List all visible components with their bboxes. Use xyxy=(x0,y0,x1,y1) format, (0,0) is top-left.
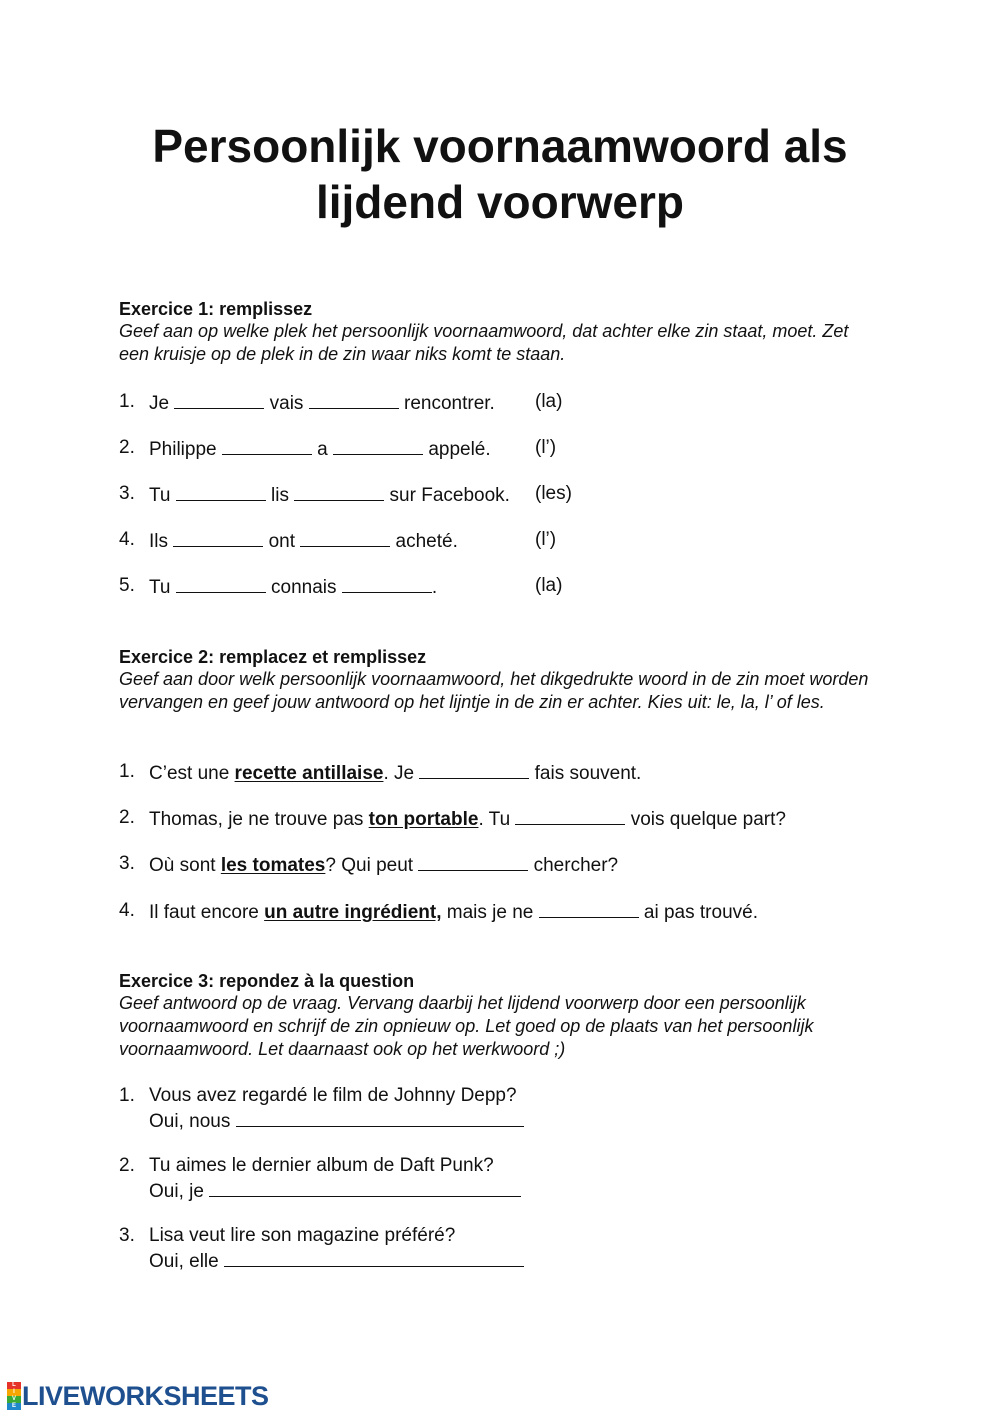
item-number: 2. xyxy=(119,1155,135,1176)
item-word: connais xyxy=(271,577,337,598)
item-number: 4. xyxy=(119,900,135,921)
answer-line[interactable] xyxy=(224,1248,524,1267)
logo-mark-letter: I xyxy=(7,1389,21,1396)
item-number: 1. xyxy=(119,1085,135,1106)
answer-blank[interactable] xyxy=(294,482,384,501)
exercise-2-section xyxy=(119,646,879,714)
item-text: C’est une xyxy=(149,763,235,784)
answer-start: Oui, je xyxy=(149,1181,204,1202)
pronoun-hint: (la) xyxy=(535,575,563,596)
pronoun-hint: (l’) xyxy=(535,529,557,550)
exercise-1-heading: Exercice 1: remplissez xyxy=(119,299,313,319)
answer-blank[interactable] xyxy=(173,528,263,547)
bold-object: un autre ingrédient, xyxy=(264,902,442,923)
answer-line[interactable] xyxy=(236,1108,524,1127)
liveworksheets-logo[interactable] xyxy=(7,1381,269,1411)
answer-start: Oui, elle xyxy=(149,1251,219,1272)
page-title xyxy=(0,118,1000,230)
answer-blank[interactable] xyxy=(176,574,266,593)
answer-blank[interactable] xyxy=(333,436,423,455)
bold-object: ton portable xyxy=(368,809,479,830)
item-number: 1. xyxy=(119,391,135,412)
item-text: vois quelque part? xyxy=(630,809,786,830)
item-word: Ils xyxy=(149,531,168,552)
item-word: a xyxy=(317,439,328,460)
exercise-1-section xyxy=(119,298,879,366)
answer-blank[interactable] xyxy=(176,482,266,501)
item-text: fais souvent. xyxy=(534,763,642,784)
item-text: ai pas trouvé. xyxy=(643,902,758,923)
answer-blank[interactable] xyxy=(174,390,264,409)
question-text: Tu aimes le dernier album de Daft Punk? xyxy=(149,1155,494,1176)
item-word: ont xyxy=(268,531,295,552)
item-word: . xyxy=(431,577,438,598)
item-word: vais xyxy=(269,393,304,414)
item-text: Il faut encore xyxy=(149,902,265,923)
item-text: Thomas, je ne trouve pas xyxy=(149,809,369,830)
item-word: sur Facebook. xyxy=(389,485,510,506)
answer-blank[interactable] xyxy=(419,760,529,779)
item-word: Je xyxy=(149,393,170,414)
exercise-2-instructions: Geef aan door welk persoonlijk voornaamwoord, het dikgedrukte woord in de zin moet worden vervangen en geef jouw antwoord op het lijntje in de zin er achter. Kies uit: le, la, l’ of les. xyxy=(119,669,869,712)
exercise-1-list xyxy=(119,390,879,610)
item-word: lis xyxy=(271,485,289,506)
question-text: Lisa veut lire son magazine préféré? xyxy=(149,1225,456,1246)
item-word: rencontrer. xyxy=(404,393,495,414)
answer-blank[interactable] xyxy=(539,899,639,918)
answer-blank[interactable] xyxy=(515,806,625,825)
answer-blank[interactable] xyxy=(418,852,528,871)
item-number: 3. xyxy=(119,1225,135,1246)
item-text: ? Qui peut xyxy=(325,855,414,876)
exercise-2-heading: Exercice 2: remplacez et remplissez xyxy=(119,647,427,667)
title-line-2: lijdend voorwerp xyxy=(315,176,685,228)
exercise-3-heading: Exercice 3: repondez à la question xyxy=(119,971,415,991)
logo-mark-icon xyxy=(7,1382,21,1410)
exercise-3-list xyxy=(119,1084,879,1284)
title-line-1: Persoonlijk voornaamwoord als xyxy=(152,120,848,172)
item-word: appelé. xyxy=(428,439,491,460)
item-text: . Je xyxy=(383,763,415,784)
item-word: Tu xyxy=(149,577,171,598)
item-number: 2. xyxy=(119,437,135,458)
item-number: 1. xyxy=(119,761,135,782)
bold-object: les tomates xyxy=(220,855,326,876)
exercise-2-list xyxy=(119,760,879,930)
answer-blank[interactable] xyxy=(222,436,312,455)
item-text: mais je ne xyxy=(441,902,534,923)
logo-mark-letter: V xyxy=(7,1396,21,1403)
logo-text: LIVEWORKSHEETS xyxy=(22,1380,269,1411)
logo-mark-letter: L xyxy=(7,1382,21,1389)
item-word: Tu xyxy=(149,485,171,506)
exercise-3-instructions: Geef antwoord op de vraag. Vervang daarbij het lijdend voorwerp door een persoonlijk voornaamwoord en schrijf de zin opnieuw op. Let goed op de plaats van het persoonlijk voornaamwoord. Let daarnaast ook op het werkwoord ;) xyxy=(119,993,814,1059)
item-number: 3. xyxy=(119,483,135,504)
exercise-3-section xyxy=(119,970,879,1061)
answer-blank[interactable] xyxy=(342,574,432,593)
question-text: Vous avez regardé le film de Johnny Depp? xyxy=(149,1085,517,1106)
item-word: acheté. xyxy=(395,531,458,552)
item-number: 2. xyxy=(119,807,135,828)
logo-mark-letter: E xyxy=(7,1403,21,1410)
bold-object: recette antillaise xyxy=(234,763,384,784)
pronoun-hint: (la) xyxy=(535,391,563,412)
answer-line[interactable] xyxy=(209,1178,521,1197)
answer-start: Oui, nous xyxy=(149,1111,231,1132)
exercise-1-instructions: Geef aan op welke plek het persoonlijk voornaamwoord, dat achter elke zin staat, moet. Zet een kruisje op de plek in de zin waar niks komt te staan. xyxy=(119,321,849,364)
item-text: chercher? xyxy=(533,855,619,876)
pronoun-hint: (l’) xyxy=(535,437,557,458)
item-number: 3. xyxy=(119,853,135,874)
pronoun-hint: (les) xyxy=(535,483,572,504)
answer-blank[interactable] xyxy=(300,528,390,547)
item-text: . Tu xyxy=(478,809,511,830)
item-number: 5. xyxy=(119,575,135,596)
item-text: Où sont xyxy=(149,855,221,876)
item-word: Philippe xyxy=(149,439,217,460)
answer-blank[interactable] xyxy=(309,390,399,409)
item-number: 4. xyxy=(119,529,135,550)
